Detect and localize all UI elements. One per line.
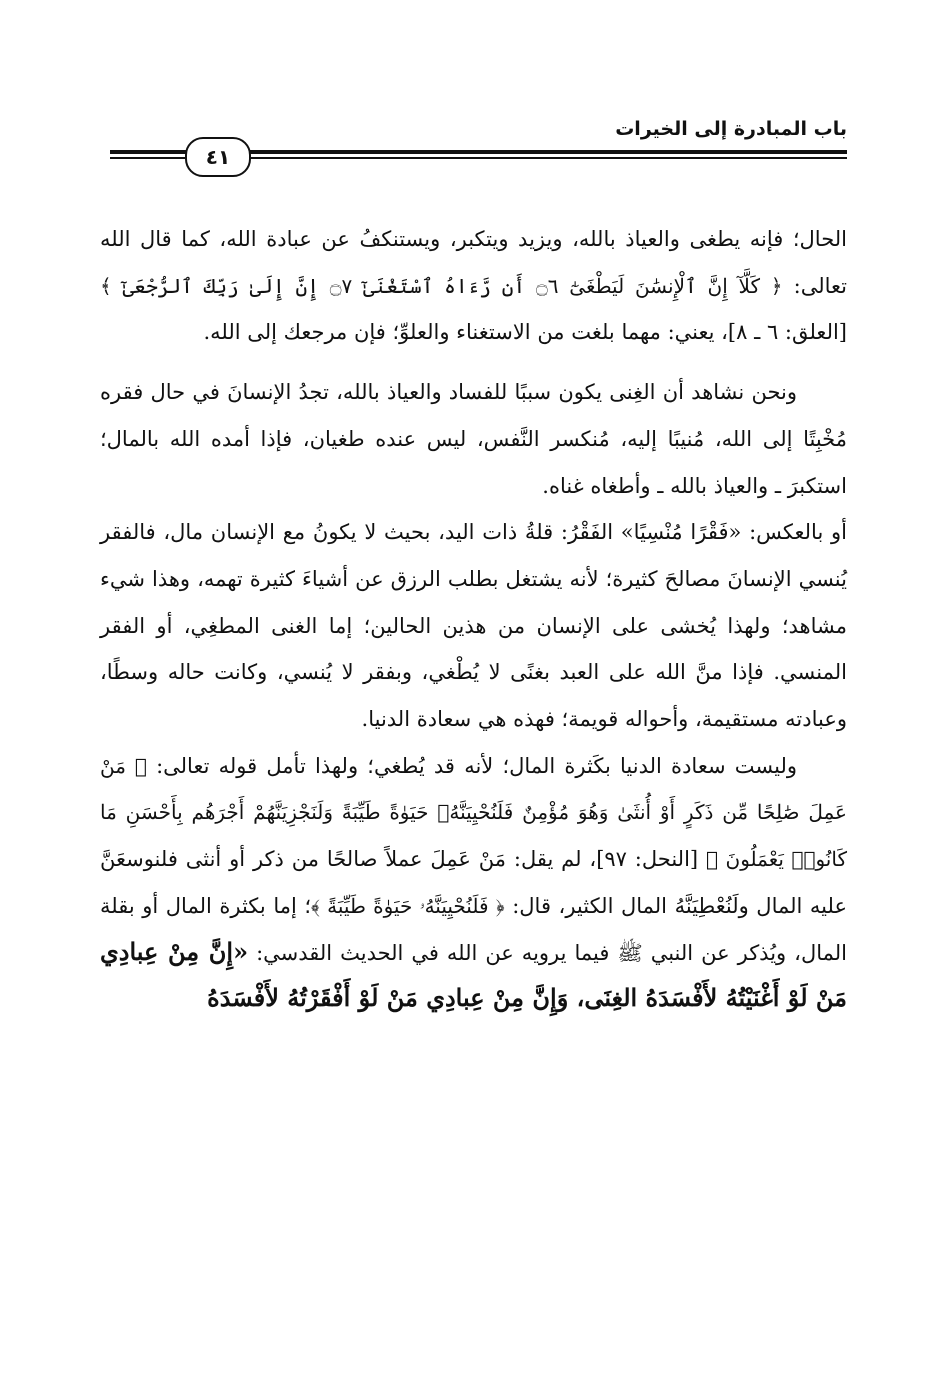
paragraph-4-text-2: [النحل: ٩٧]، لم يقل: مَنْ عَمِلَ عملاً صالحًا من ذكر أو أنثى فلنوسعَنَّ عليه المال ولَنُعْطِيَنَّهُ المال الكثير، قال:	[100, 847, 847, 918]
paragraph-3-text: أو بالعكس: «فَقْرًا مُنْسِيًا» الفَقْرُ: قلةُ ذات اليد، بحيث لا يكونُ مع الإنسان مال، فالفقر يُنسي الإنسانَ مصالحَ كثيرة؛ لأنه يشتغل بطلب الرزق عن أشياءَ كثيرة تهمه، وهذا شيء مشاهد؛ ولهذا يُخشى على الإنسان من هذين الحالين؛ إما الغنى المطغِي، أو الفقر المنسي. فإذا منَّ الله على العبد بغنًى لا يُطْغي، وبفقر لا يُنسي، وكانت حاله وسطًا، وعبادته مستقيمة، وأحواله قويمة؛ فهذه هي سعادة الدنيا.	[100, 520, 847, 732]
paragraph-4-text-1: وليست سعادة الدنيا بكَثرة المال؛ لأنه قد يُطغي؛ ولهذا تأمل قوله تعالى:	[146, 753, 797, 778]
paragraph-2	[100, 369, 847, 509]
paragraph-4-quran-verse-2: ﴿ فَلَنُحْيِيَنَّهُۥ حَيَوٰةً طَيِّبَةً ﴾	[311, 893, 505, 918]
running-head: باب المبادرة إلى الخيرات	[615, 118, 847, 140]
paragraph-2-text: ونحن نشاهد أن الغِنى يكون سببًا للفساد والعياذ بالله، تجدُ الإنسانَ في حال فقره مُخْبِتًا إلى الله، مُنيبًا إليه، مُنكسر النَّفس، ليس عنده طغيان، فإذا أمده الله بالمال؛ استكبرَ ـ والعياذ بالله ـ وأطغاه غناه.	[100, 380, 847, 498]
paragraph-1-text-2: [العلق: ٦ ـ ٨]، يعني: مهما بلغت من الاستغناء والعلوِّ؛ فإن مرجعك إلى الله.	[203, 320, 847, 345]
page-number: ٤١	[185, 137, 251, 177]
paragraph-4-text-3: ؛ إما بكثرة المال أو بقلة المال، ويُذكر عن النبي ﷺ فيما يرويه عن الله في الحديث القدسي:	[100, 893, 847, 965]
paragraph-4-hadith: «إِنَّ مِنْ عِبادِي مَنْ لَوْ أَغْنَيْتُهُ لأَفْسَدَهُ الغِنَى، وَإِنَّ مِنْ عِبادِي مَنْ لَوْ أَفْقَرْتُهُ لأَفْسَدَهُ	[100, 936, 847, 1013]
paragraph-1-text-1: الحال؛ فإنه يطغى والعياذ بالله، ويزيد ويتكبر، ويستنكفُ عن عبادة الله، كما قال الله تعالى:	[100, 227, 847, 298]
body-text	[100, 216, 847, 1023]
paragraph-1-quran-verse: ﴿ كَلَّآ إِنَّ ٱلْإِنسَٰنَ لَيَطْغَىٰٓ ۝٦ أَن رَّءَاهُ ٱسْتَغْنَىٰٓ ۝٧ إِنَّ إِلَىٰ رَبِّكَ ٱلرُّجْعَىٰٓ ﴾	[100, 273, 783, 298]
paragraph-1	[100, 216, 847, 356]
paragraph-4	[100, 743, 847, 1023]
paragraph-3	[100, 509, 847, 743]
paragraph-4-quran-verse-1: ﴿ مَنْ عَمِلَ صَٰلِحًا مِّن ذَكَرٍ أَوْ أُنثَىٰ وَهُوَ مُؤْمِنٌ فَلَنُحْيِيَنَّهُۥ حَيَوٰةً طَيِّبَةً وَلَنَجْزِيَنَّهُمْ أَجْرَهُم بِأَحْسَنِ مَا كَانُوا۟ يَعْمَلُونَ ﴾	[100, 753, 847, 872]
